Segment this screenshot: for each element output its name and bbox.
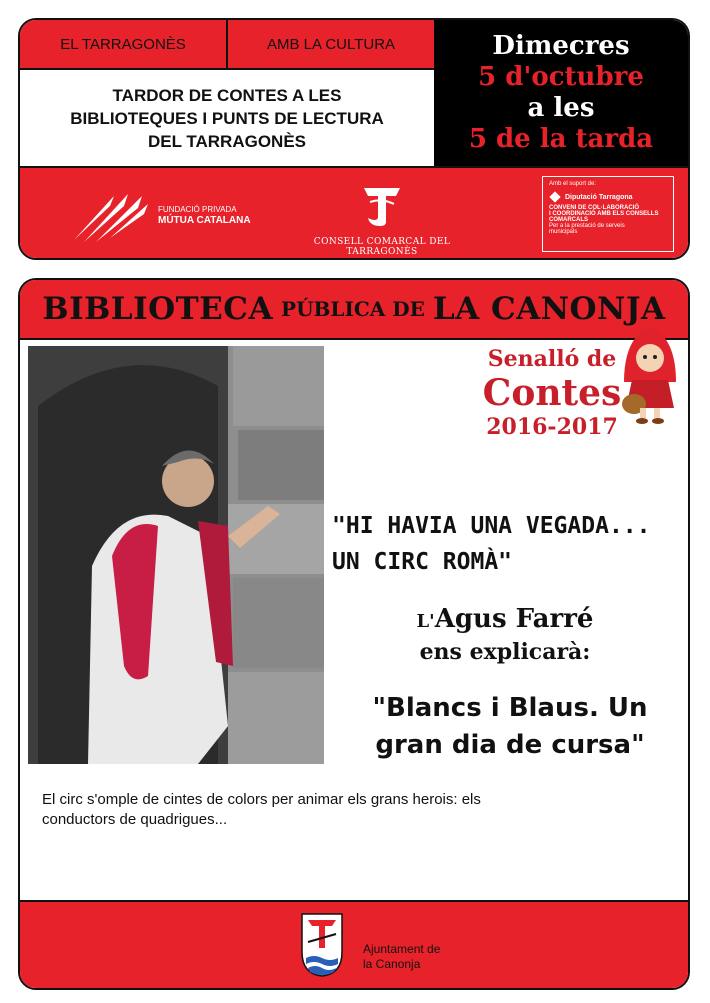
dip-line2: I COORDINACIÓ AMB ELS CONSELLS	[549, 211, 659, 217]
description-line2: conductors de quadrigues...	[42, 811, 228, 828]
ajuntament-line1: Ajuntament de	[363, 942, 441, 956]
mutua-catalana-logo	[70, 190, 260, 244]
dip-line1: CONVENI DE COL·LABORACIÓ	[549, 205, 639, 211]
program-tabs	[20, 20, 434, 70]
red-riding-hood-icon	[618, 322, 682, 426]
date-day: 5 d'octubre	[478, 62, 644, 92]
dip-line5: municipals	[549, 229, 578, 235]
dip-line4: Per a la prestació de serveis	[549, 223, 625, 229]
quote-line2: UN CIRC ROMÀ"	[332, 549, 513, 575]
series-badge	[472, 346, 632, 456]
story-line2: gran dia de cursa"	[375, 730, 645, 760]
diputacio-diamond-icon	[549, 191, 560, 202]
event-header-card	[18, 18, 690, 260]
narrator-intro	[360, 602, 650, 665]
storyteller-photo	[28, 346, 324, 764]
library-title-word2: PÚBLICA DE	[281, 297, 425, 321]
program-title-line3: DEL TARRAGONÈS	[147, 131, 307, 151]
dip-line3: COMARCALS	[549, 217, 588, 223]
narrator-prefix: L'	[416, 611, 435, 632]
library-title-word3: LA CANONJA	[432, 291, 666, 327]
consell-t-icon	[360, 182, 404, 228]
ajuntament-line2: la Canonja	[363, 957, 421, 971]
event-date-block	[434, 20, 688, 166]
story-title	[340, 690, 680, 764]
series-line3: 2016-2017	[486, 414, 618, 440]
consell-label: CONSELL COMARCAL DEL TARRAGONÈS	[313, 237, 451, 257]
diputacio-logo	[542, 176, 674, 252]
sponsor-bar	[20, 166, 688, 260]
program-title-line2: BIBLIOTEQUES I PUNTS DE LECTURA	[70, 108, 384, 128]
event-description	[42, 790, 642, 830]
program-panel	[20, 20, 434, 166]
story-line1: "Blancs i Blaus. Un	[372, 693, 648, 723]
narrator-line2: ens explicarà:	[419, 639, 591, 665]
date-weekday: Dimecres	[492, 31, 630, 61]
footer-bar	[20, 900, 688, 990]
program-title-line1: TARDOR DE CONTES A LES	[112, 85, 342, 105]
quote-line1: "HI HAVIA UNA VEGADA...	[332, 513, 651, 539]
tab-el-tarragones: EL TARRAGONÈS	[60, 35, 186, 53]
library-title	[20, 280, 688, 340]
dip-name: Diputació Tarragona	[565, 193, 633, 201]
series-line2: Contes	[482, 372, 622, 414]
mutua-claw-icon	[70, 190, 150, 244]
library-event-card	[18, 278, 690, 990]
dip-support-label: Amb el suport de:	[549, 181, 597, 187]
narrator-name: Agus Farré	[434, 604, 594, 634]
date-at: a les	[527, 93, 595, 123]
tab-amb-la-cultura: AMB LA CULTURA	[226, 20, 434, 68]
mutua-line2: MÚTUA CATALANA	[158, 215, 251, 226]
ajuntament-shield-icon	[300, 912, 344, 978]
mutua-line1: FUNDACIÓ PRIVADA	[158, 205, 237, 214]
event-quote	[332, 508, 682, 580]
series-line1: Senalló de	[487, 346, 617, 372]
consell-comarcal-logo	[282, 182, 482, 257]
program-title	[20, 70, 434, 166]
library-title-word1: BIBLIOTECA	[42, 291, 274, 327]
description-line1: El circ s'omple de cintes de colors per animar els grans herois: els	[42, 791, 481, 808]
date-time: 5 de la tarda	[468, 124, 654, 154]
ajuntament-label	[363, 942, 440, 972]
